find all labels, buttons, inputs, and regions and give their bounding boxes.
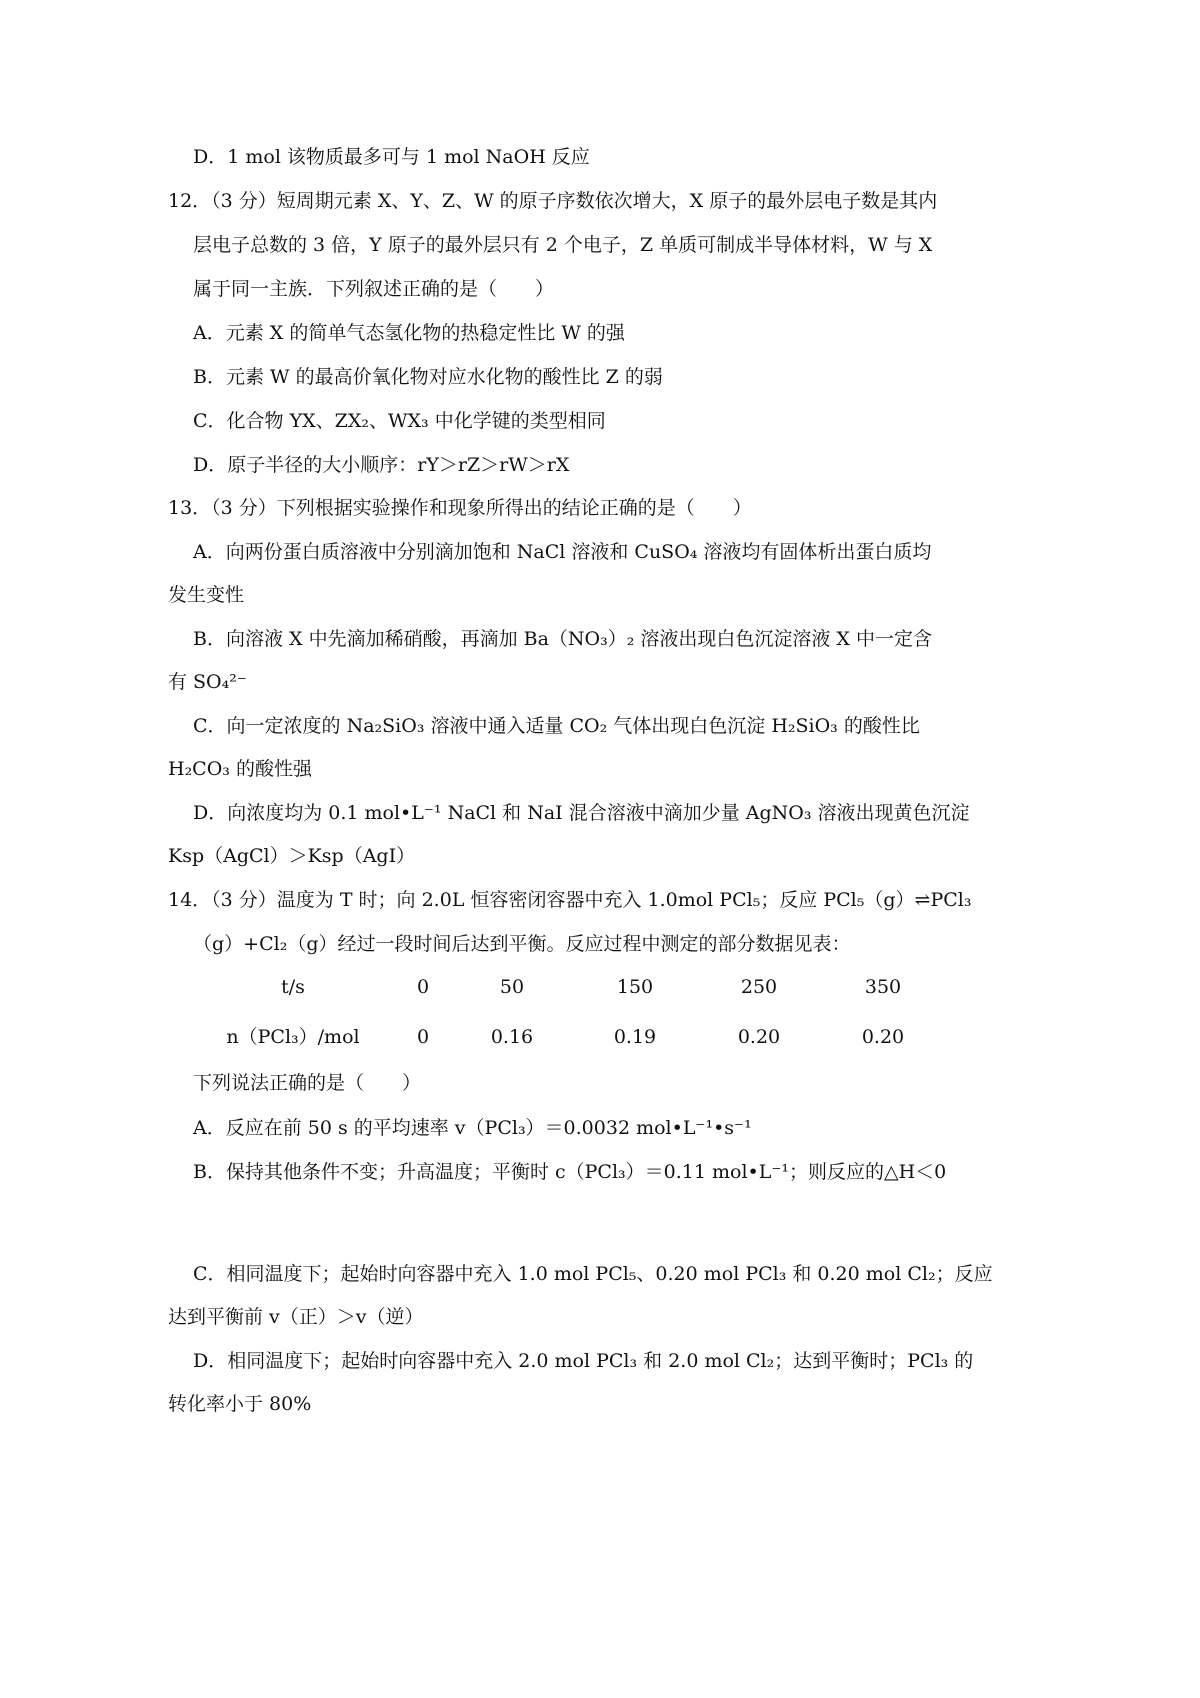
table-cell: 0: [416, 976, 430, 998]
q12-stem-line-2: 层电子总数的 3 倍，Y 原子的最外层只有 2 个电子，Z 单质可制成半导体材料，W 与 X: [193, 234, 933, 256]
q12-stem-line-1: 12．（3 分）短周期元素 X、Y、Z、W 的原子序数依次增大，X 原子的最外层电子数是其内: [168, 190, 938, 212]
q13-stem: 13．（3 分）下列根据实验操作和现象所得出的结论正确的是（ ）: [168, 497, 752, 519]
q13-option-b: B．向溶液 X 中先滴加稀硝酸，再滴加 Ba（NO₃）₂ 溶液出现白色沉淀溶液 X 中一定含: [193, 628, 932, 650]
q11-option-d: D．1 mol 该物质最多可与 1 mol NaOH 反应: [193, 146, 590, 168]
q12-option-a: A．元素 X 的简单气态氢化物的热稳定性比 W 的强: [193, 322, 625, 344]
q13-option-a: A．向两份蛋白质溶液中分别滴加饱和 NaCl 溶液和 CuSO₄ 溶液均有固体析出蛋白质均: [193, 541, 932, 563]
q14-stem-line-1: 14．（3 分）温度为 T 时；向 2.0L 恒容密闭容器中充入 1.0mol PCl₅；反应 PCl₅（g）⇌PCl₃: [168, 889, 972, 911]
table-cell: 350: [864, 976, 902, 998]
q13-option-a-cont: 发生变性: [168, 584, 245, 606]
table-row-amount: [0, 1022, 1200, 1052]
q14-option-c: C．相同温度下；起始时向容器中充入 1.0 mol PCl₅、0.20 mol PCl₃ 和 0.20 mol Cl₂；反应: [193, 1263, 993, 1285]
q13-option-c-cont: H₂CO₃ 的酸性强: [168, 758, 312, 780]
q14-option-b: B．保持其他条件不变；升高温度；平衡时 c（PCl₃）＝0.11 mol•L⁻¹；则反应的△H＜0: [193, 1161, 947, 1183]
q14-option-d-cont: 转化率小于 80%: [168, 1393, 312, 1415]
table-cell: 250: [740, 976, 778, 998]
table-cell: 150: [616, 976, 654, 998]
q14-option-c-cont: 达到平衡前 v（正）＞v（逆）: [168, 1306, 424, 1328]
table-cell: 0: [416, 1026, 430, 1048]
table-cell: 0.16: [490, 1026, 534, 1048]
table-cell: n（PCl₃）/mol: [226, 1026, 360, 1048]
table-cell: 0.20: [861, 1026, 905, 1048]
q14-option-a: A．反应在前 50 s 的平均速率 v（PCl₃）＝0.0032 mol•L⁻¹•s⁻¹: [193, 1117, 752, 1139]
q13-option-b-cont: 有 SO₄²⁻: [168, 671, 247, 693]
q13-option-c: C．向一定浓度的 Na₂SiO₃ 溶液中通入适量 CO₂ 气体出现白色沉淀 H₂SiO₃ 的酸性比: [193, 715, 920, 737]
q14-option-d: D．相同温度下；起始时向容器中充入 2.0 mol PCl₃ 和 2.0 mol Cl₂；达到平衡时；PCl₃ 的: [193, 1350, 974, 1372]
table-cell: 50: [499, 976, 525, 998]
q14-stem-line-2: （g）+Cl₂（g）经过一段时间后达到平衡。反应过程中测定的部分数据见表：: [193, 933, 851, 955]
q12-option-b: B．元素 W 的最高价氧化物对应水化物的酸性比 Z 的弱: [193, 366, 663, 388]
q13-option-d: D．向浓度均为 0.1 mol•L⁻¹ NaCl 和 NaI 混合溶液中滴加少量 AgNO₃ 溶液出现黄色沉淀: [193, 802, 970, 824]
q12-stem-line-3: 属于同一主族．下列叙述正确的是（ ）: [193, 278, 555, 300]
table-cell: 0.19: [613, 1026, 657, 1048]
q14-question: 下列说法正确的是（ ）: [193, 1072, 422, 1094]
q13-option-d-cont: Ksp（AgCl）＞Ksp（AgI）: [168, 845, 416, 867]
table-cell: t/s: [281, 976, 305, 998]
table-cell: 0.20: [737, 1026, 781, 1048]
q12-option-c: C．化合物 YX、ZX₂、WX₃ 中化学键的类型相同: [193, 410, 606, 432]
q12-option-d: D．原子半径的大小顺序：rY＞rZ＞rW＞rX: [193, 454, 570, 476]
table-row-time: [0, 972, 1200, 1002]
